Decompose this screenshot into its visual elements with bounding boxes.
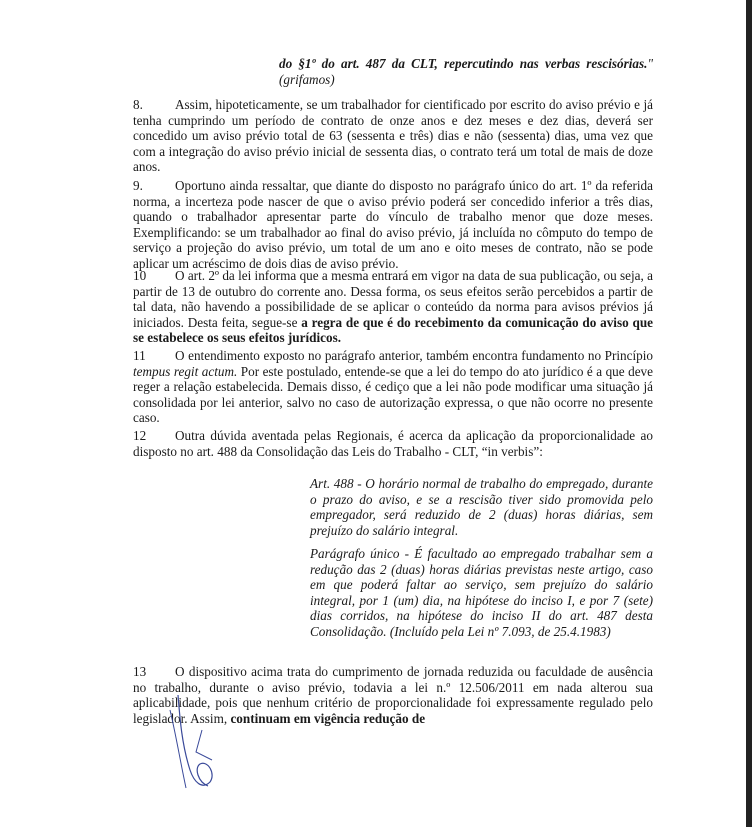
handwritten-signature xyxy=(150,690,240,800)
paragraph-9 xyxy=(133,178,653,272)
paragraph-12 xyxy=(133,428,653,459)
paragraph-11 xyxy=(133,348,653,426)
paragraph-text: O art. 2º da lei informa que a mesma entrará em vigor na data de sua publicação, ou seja, a partir de 13 de outubro do corrente ano. Dessa forma, os seus efeitos serão percebidos a partir de tal data, não havendo a possibilidade de se aplicar o conteúdo da norma para avisos prévios já iniciados. Desta feita, segue-se xyxy=(133,268,653,330)
quote-continuation-bold: do §1º do art. 487 da CLT, repercutindo nas verbas rescisórias. xyxy=(279,56,648,71)
paragraph-number: 11 xyxy=(133,348,146,363)
paragraph-8 xyxy=(133,97,653,175)
paragraph-text: Assim, hipoteticamente, se um trabalhador for cientificado por escrito do aviso prévio e já tenha cumprindo um período de contrato de onze anos e dez meses e dez dias, deverá ser concedido um aviso prévio total de 63 (sessenta e três) dias e não (sessenta) dias, uma vez que com a integração do aviso prévio inicial de sessenta dias, o contrato terá um total de mais de doze anos. xyxy=(133,97,653,175)
paragraph-bold-text: continuam em vigência redução de xyxy=(230,710,426,726)
paragraph-text: O dispositivo acima trata do cumprimento de jornada reduzida ou faculdade de ausência no trabalho, durante o aviso prévio, todavia a lei n.º 12.506/2011 em nada alterou sua aplicabilidade, pois que nenhum critério de proporcionalidade foi expressamente regulado pelo legislador. Assim, xyxy=(133,664,653,726)
paragraph-number: 12 xyxy=(133,428,147,443)
paragraph-number: 9. xyxy=(133,178,143,193)
paragraph-bold-text: a regra de que é do recebimento da comunicação do aviso que se estabelece os seus efeitos jurídicos. xyxy=(133,314,654,346)
scan-edge xyxy=(746,0,752,827)
quote-continuation-tail: "(grifamos) xyxy=(279,56,653,87)
quote-art-488: Art. 488 - O horário normal de trabalho do empregado, durante o prazo do aviso, e se a rescisão tiver sido promovida pelo empregador, será reduzido de 2 (duas) horas diárias, sem prejuízo do salário integral. xyxy=(310,476,653,538)
paragraph-text: O entendimento exposto no parágrafo anterior, também encontra fundamento no Princípio xyxy=(175,348,653,363)
latin-phrase: tempus regit actum. xyxy=(133,363,238,379)
paragraph-number: 10 xyxy=(133,268,147,283)
quote-continuation xyxy=(279,56,653,87)
paragraph-text: Outra dúvida aventada pelas Regionais, é acerca da aplicação da proporcionalidade ao disposto no art. 488 da Consolidação das Leis do Trabalho - CLT, “in verbis”: xyxy=(133,428,653,459)
paragraph-text: Oportuno ainda ressaltar, que diante do disposto no parágrafo único do art. 1º da referida norma, a incerteza pode nascer de que o aviso prévio poderá ser concedido inferior a três dias, quando o trabalhador apresentar parte do vínculo de trabalho menor que doze meses. Exemplificando: se um trabalhador ao final do aviso prévio, já incluída no cômputo do tempo de serviço a projeção do aviso prévio, um total de um ano e oito meses de contrato, não se pode aplicar um acréscimo de dois dias de aviso prévio. xyxy=(133,178,653,271)
paragraph-number: 8. xyxy=(133,97,143,112)
quote-paragrafo-unico: Parágrafo único - É facultado ao empregado trabalhar sem a redução das 2 (duas) horas diárias previstas neste artigo, caso em que poderá faltar ao serviço, sem prejuízo do salário integral, por 1 (um) dia, na hipótese do inciso I, e por 7 (sete) dias corridos, na hipótese do inciso II do art. 487 desta Consolidação. (Incluído pela Lei nº 7.093, de 25.4.1983) xyxy=(310,546,653,639)
paragraph-number: 13 xyxy=(133,664,147,679)
paragraph-10 xyxy=(133,268,653,346)
paragraph-text-cont: Por este postulado, entende-se que a lei do tempo do ato jurídico é a que deve reger a relação estabelecida. Demais disso, é cediço que a lei não pode modificar uma situação já consolidada por lei anterior, salvo no caso de autorização expressa, o que não ocorre no presente caso. xyxy=(133,363,653,426)
